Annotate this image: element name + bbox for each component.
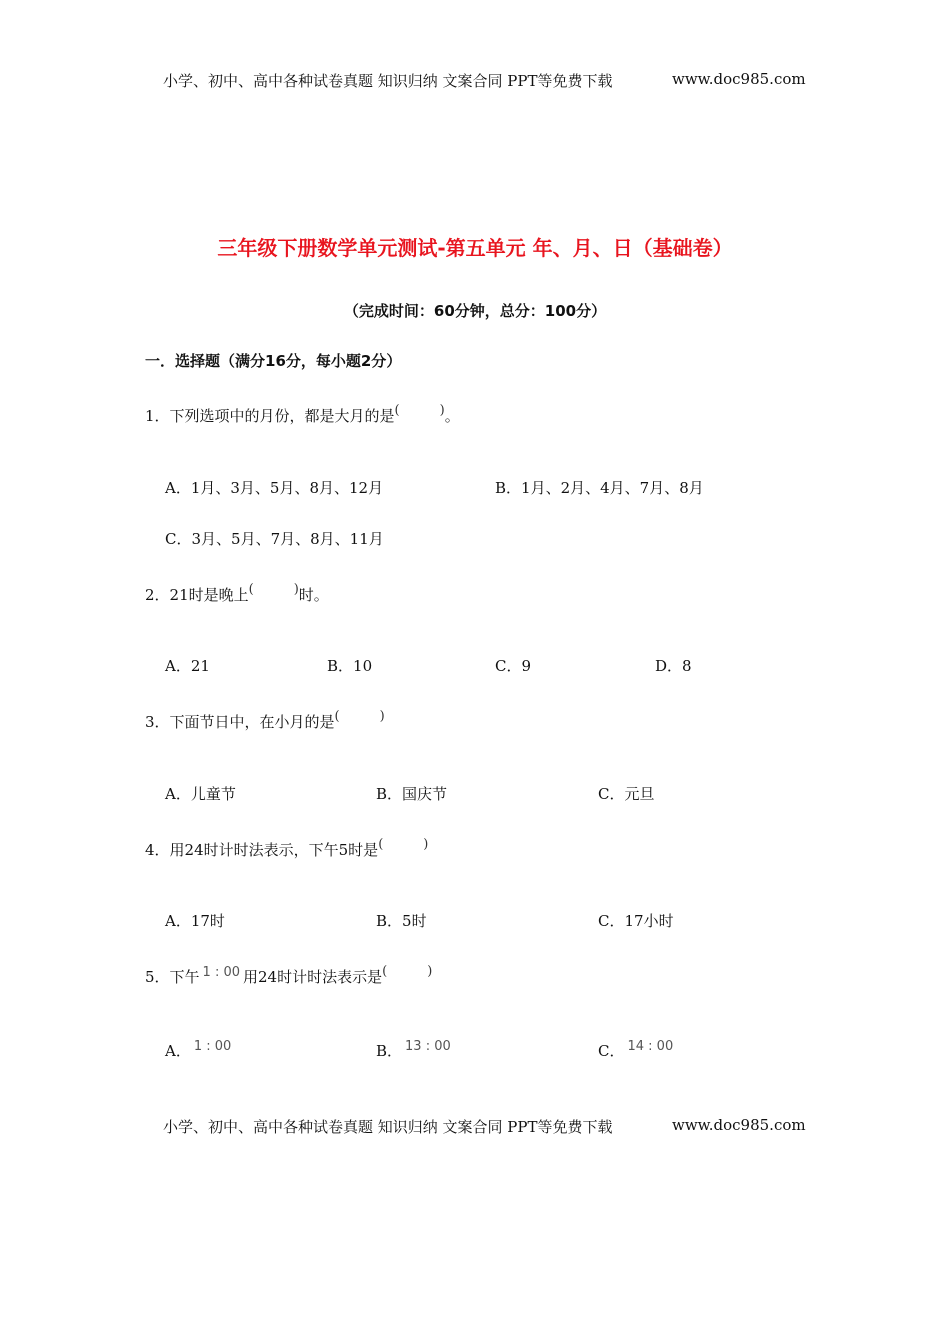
question-5-option-c[interactable]: C． 14 : 00 bbox=[598, 1039, 674, 1060]
question-5-option-b[interactable]: B． 13 : 00 bbox=[376, 1039, 451, 1060]
question-1: 1．下列选项中的月份，都是大月的是( )。 bbox=[145, 403, 460, 425]
question-3-option-b[interactable]: B．国庆节 bbox=[376, 785, 448, 803]
question-2-option-b[interactable]: B．10 bbox=[327, 657, 373, 675]
answer-blank: ( ) bbox=[334, 709, 385, 724]
question-3-text: 3．下面节日中，在小月的是 bbox=[145, 713, 335, 731]
question-2-option-d[interactable]: D．8 bbox=[655, 657, 692, 675]
header-site[interactable]: www.doc985.com bbox=[672, 70, 806, 88]
question-1-option-c[interactable]: C．3月、5月、7月、8月、11月 bbox=[165, 530, 384, 548]
question-2: 2．21时是晚上( )时。 bbox=[145, 582, 329, 604]
answer-blank: ( ) bbox=[382, 964, 433, 979]
question-3 bbox=[145, 711, 385, 732]
question-5-text: 5．下午 bbox=[145, 968, 200, 986]
question-3-option-c[interactable]: C．元旦 bbox=[598, 785, 655, 803]
page-footer bbox=[163, 1116, 806, 1137]
question-5-option-a[interactable]: A． 1 : 00 bbox=[165, 1039, 232, 1060]
footer-text: 小学、初中、高中各种试卷真题 知识归纳 文案合同 PPT等免费下载 bbox=[163, 1118, 613, 1136]
page-subtitle: （完成时间：60分钟，总分：100分） bbox=[343, 302, 607, 320]
question-1-text: 1．下列选项中的月份，都是大月的是 bbox=[145, 407, 395, 425]
question-4-text: 4．用24时计时法表示，下午5时是 bbox=[145, 841, 379, 859]
footer-site[interactable]: www.doc985.com bbox=[672, 1116, 806, 1134]
time-expression: 1 : 00 bbox=[193, 1039, 232, 1054]
answer-blank: ( ) bbox=[394, 403, 445, 418]
header-text: 小学、初中、高中各种试卷真题 知识归纳 文案合同 PPT等免费下载 bbox=[163, 72, 613, 90]
page-header bbox=[163, 70, 806, 91]
question-4 bbox=[145, 839, 428, 860]
question-4-option-c[interactable]: C．17小时 bbox=[598, 912, 674, 930]
time-expression: 1 : 00 bbox=[202, 965, 241, 980]
question-5: 5．下午 1 : 00 用24时计时法表示是( ) bbox=[145, 964, 433, 986]
section-heading: 一．选择题（满分16分，每小题2分） bbox=[145, 352, 402, 370]
question-4-option-a[interactable]: A．17时 bbox=[165, 912, 225, 930]
page-title: 三年级下册数学单元测试-第五单元 年、月、日（基础卷） bbox=[217, 236, 733, 260]
question-2-option-a[interactable]: A．21 bbox=[165, 657, 210, 675]
question-1-option-a[interactable]: A．1月、3月、5月、8月、12月 bbox=[165, 479, 384, 497]
time-expression: 13 : 00 bbox=[405, 1039, 451, 1054]
answer-blank: ( ) bbox=[378, 837, 429, 852]
question-3-option-a[interactable]: A．儿童节 bbox=[165, 785, 236, 803]
time-expression: 14 : 00 bbox=[627, 1039, 674, 1054]
question-1-option-b[interactable]: B．1月、2月、4月、7月、8月 bbox=[495, 479, 704, 497]
answer-blank: ( ) bbox=[248, 582, 299, 597]
question-4-option-b[interactable]: B．5时 bbox=[376, 912, 427, 930]
question-2-option-c[interactable]: C．9 bbox=[495, 657, 532, 675]
question-2-text: 2．21时是晚上 bbox=[145, 586, 249, 604]
